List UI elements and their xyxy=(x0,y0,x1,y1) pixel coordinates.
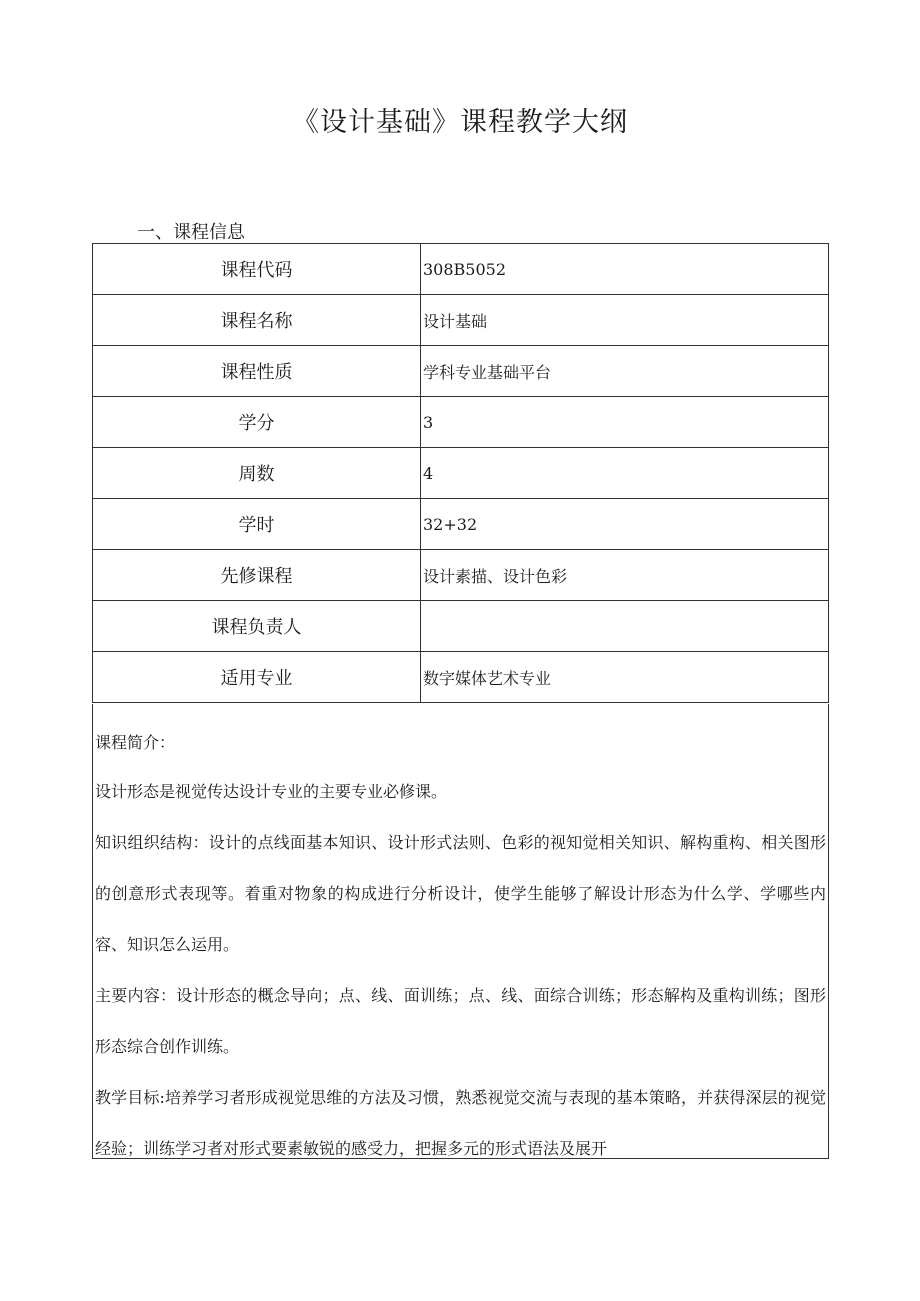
prerequisites-value: 设计素描、设计色彩 xyxy=(421,550,829,601)
course-name-value: 设计基础 xyxy=(421,295,829,346)
table-row xyxy=(93,295,829,346)
course-intro-heading: 课程简介： xyxy=(95,733,176,752)
intro-paragraph: 知识组织结构：设计的点线面基本知识、设计形式法则、色彩的视知觉相关知识、解构重构、相关图形的创意形式表现等。着重对物象的构成进行分析设计，使学生能够了解设计形态为什么学、学哪些内容、知识怎么运用。 xyxy=(95,833,826,954)
credits-label: 学分 xyxy=(93,397,421,448)
prerequisites-label: 先修课程 xyxy=(93,550,421,601)
course-info-table xyxy=(92,243,829,703)
table-row xyxy=(93,601,829,652)
course-owner-value xyxy=(421,601,829,652)
hours-value: 32+32 xyxy=(421,499,829,550)
course-nature-value: 学科专业基础平台 xyxy=(421,346,829,397)
table-row xyxy=(93,550,829,601)
hours-label: 学时 xyxy=(93,499,421,550)
table-row xyxy=(93,652,829,703)
course-intro-box xyxy=(92,704,829,1159)
course-name-label: 课程名称 xyxy=(93,295,421,346)
course-code-value: 308B5052 xyxy=(421,244,829,295)
course-owner-label: 课程负责人 xyxy=(93,601,421,652)
applicable-major-label: 适用专业 xyxy=(93,652,421,703)
table-row xyxy=(93,397,829,448)
course-nature-label: 课程性质 xyxy=(93,346,421,397)
table-row xyxy=(93,499,829,550)
table-row xyxy=(93,346,829,397)
table-row xyxy=(93,448,829,499)
weeks-value: 4 xyxy=(421,448,829,499)
section-heading: 一、课程信息 xyxy=(137,222,245,243)
document-title: 《设计基础》课程教学大纲 xyxy=(292,107,628,138)
table-row xyxy=(93,244,829,295)
course-code-label: 课程代码 xyxy=(93,244,421,295)
intro-paragraph: 主要内容：设计形态的概念导向；点、线、面训练；点、线、面综合训练；形态解构及重构训练；图形形态综合创作训练。 xyxy=(95,986,826,1056)
applicable-major-value: 数字媒体艺术专业 xyxy=(421,652,829,703)
intro-paragraph: 设计形态是视觉传达设计专业的主要专业必修课。 xyxy=(95,782,448,801)
intro-paragraph: 教学目标:培养学习者形成视觉思维的方法及习惯，熟悉视觉交流与表现的基本策略，并获得深层的视觉经验；训练学习者对形式要素敏锐的感受力，把握多元的形式语法及展开 xyxy=(95,1088,826,1158)
weeks-label: 周数 xyxy=(93,448,421,499)
credits-value: 3 xyxy=(421,397,829,448)
